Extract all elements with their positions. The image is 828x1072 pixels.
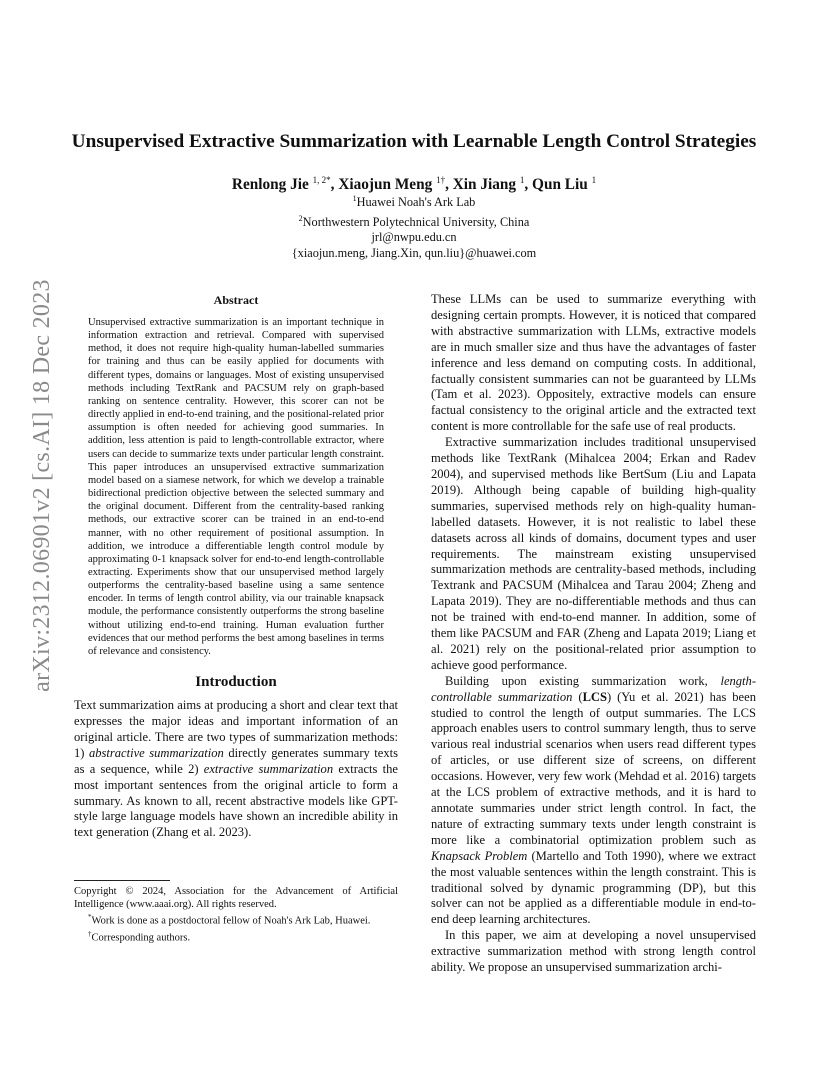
footnote: †Corresponding authors. [88,929,191,943]
section-heading-introduction: Introduction [195,674,277,691]
abstract-heading: Abstract [213,293,259,307]
body-paragraph: These LLMs can be used to summarize everything with designing certain prompts. However, it is noticed that compared with abstractive summarization with LLMs, extractive models are in much smaller size and thus have the advantages of faster inference and less demand on computing costs. In additional, factually consistent summaries can not be guaranteed by LLMs (Tam et al. 2023). Oppositely, extractive models can ensure factual consistency to the original article and the extracted text content is more controllable for the safe use of real products. [431,292,756,434]
abstract-text: Unsupervised extractive summarization is an important technique in information extraction and retrieval. Compared with supervised method, it does not require high-quality human-labelled summaries for training and thus can be easily applied for documents with different types, domains or languages. Most of existing unsupervised methods including TextRank and PACSUM rely on graph-based ranking on sentence centrality. However, this scorer can not be directly applied in end-to-end training, and the positional-related prior assumption is often needed for achieving good summaries. In addition, less attention is paid to length-controllable extractor, where users can decide to summarize texts under particular length constraint. This paper introduces an unsupervised extractive summarization model based on a siamese network, for which we develop a trainable bidirectional prediction objective between the selected summary and the original document. Different from the centrality-based ranking methods, our extractive scorer can be trained in an end-to-end manner, with no other requirement of positional assumption. In addition, we introduce a differentiable length control module by approximating 0-1 knapsack solver for end-to-end length-controllable extracting. Experiments show that our unsupervised method largely outperforms the centrality-based baseline using a same sentence encoder. In terms of length control ability, via our trainable knapsack module, the performance consistently outperforms the strong baseline without utilizing end-to-end training. Human evaluation further evidences that our method performs the best among baselines in terms of relevance and consistency. [88,317,384,657]
author-name: Xiaojun Meng [338,176,433,194]
arxiv-identifier [22,278,62,692]
author-email: {xiaojun.meng, Jiang.Xin, qun.liu}@huawei.com [291,245,537,260]
affiliations [60,191,768,261]
author-email: jrl@nwpu.edu.cn [371,230,457,245]
author-affiliation-mark: 1† [436,175,446,185]
author-affiliation-mark: 1, 2* [312,175,331,185]
footnote-divider [74,880,170,881]
author-name: Xin Jiang [452,176,517,194]
body-paragraph: Extractive summarization includes traditional unsupervised methods like TextRank (Mihalcea 2004; Erkan and Radev 2004), and supervised methods like BertSum (Liu and Lapata 2019). Although being capable of building high-quality summaries, supervised methods rely on high-quality human-labelled datasets. However, it is not realistic to label these datasets across all kinds of domains, document types and user requirements. The mainstream existing unsupervised summarization methods are centrality-based methods, including Textrank and PACSUM (Mihalcea and Tarau 2004; Zheng and Lapata 2019). They are no-differentiable methods and thus can not be trained with end-to-end manner. In addition, some of them like PACSUM and FAR (Zheng and Lapata 2019; Liang et al. 2021) rely on the positional-related prior assumption to achieve good performance. [431,435,756,672]
author-list: Renlong Jie $^{1, 2*}$, Xiaojun Meng $^{1\dagger}$, Xin Jiang $^1$, Qun Liu $^1$ [231,175,597,194]
body-paragraph: In this paper, we aim at developing a novel unsupervised extractive summarization method with strong length control ability. We propose an unsupervised summarization archi- [431,928,756,975]
affiliation-1: $^1$Huawei Noah's Ark Lab [352,194,476,210]
affiliation-2: $^2$Northwestern Polytechnical University, China [298,213,530,229]
author-name: Renlong Jie [231,176,309,194]
arxiv-identifier-text: arXiv:2312.06901v2 [cs.AI] 18 Dec 2023 [28,278,55,692]
body-paragraph: Building upon existing summarization work, length-controllable summarization (LCS) (Yu et al. 2021) has been studied to control the length of output summaries. The LCS approach enables users to control summary length, thus to serve various real industrial scenarios when users read different types of articles, or use different size of screens, on different occasions. However, very few work (Mehdad et al. 2016) targets at the LCS problem of extractive methods, and it is hard to annotate summaries under strict length control. In fact, the nature of extracting summary texts under length constraint is more like a combinatorial optimization problem such as Knapsack Problem (Martello and Toth 1990), where we extract the most valuable sentences within the length constraint. This is traditional solved by dynamic programming (DP), but this solver can not be applied as a differentiable module in end-to-end deep learning architectures. [431,673,756,927]
footnote: *Work is done as a postdoctoral fellow of Noah's Ark Lab, Huawei. [88,913,371,927]
author-affiliation-mark: 1 [519,175,525,185]
author-affiliation-mark: 1 [591,175,597,185]
author-name: Qun Liu [532,176,588,194]
paper-title: Unsupervised Extractive Summarization with Learnable Length Control Strategies [71,131,757,152]
footnotes [74,880,398,944]
copyright-notice: Copyright © 2024, Association for the Advancement of Artificial Intelligence (www.aaai.org). All rights reserved. [74,886,398,910]
left-column [74,292,398,841]
right-column [431,292,756,976]
intro-paragraph: Text summarization aims at producing a short and clear text that expresses the major ideas and important information of an original article. There are two types of summarization methods: 1) abstractive summarization directly generates summary texts as a sequence, while 2) extractive summarization extracts the most important sentences from the original article to form a summary. As known to all, recent abstractive models like GPT-style large language models have shown an incredible ability in text generation (Zhang et al. 2023). [74,698,398,840]
